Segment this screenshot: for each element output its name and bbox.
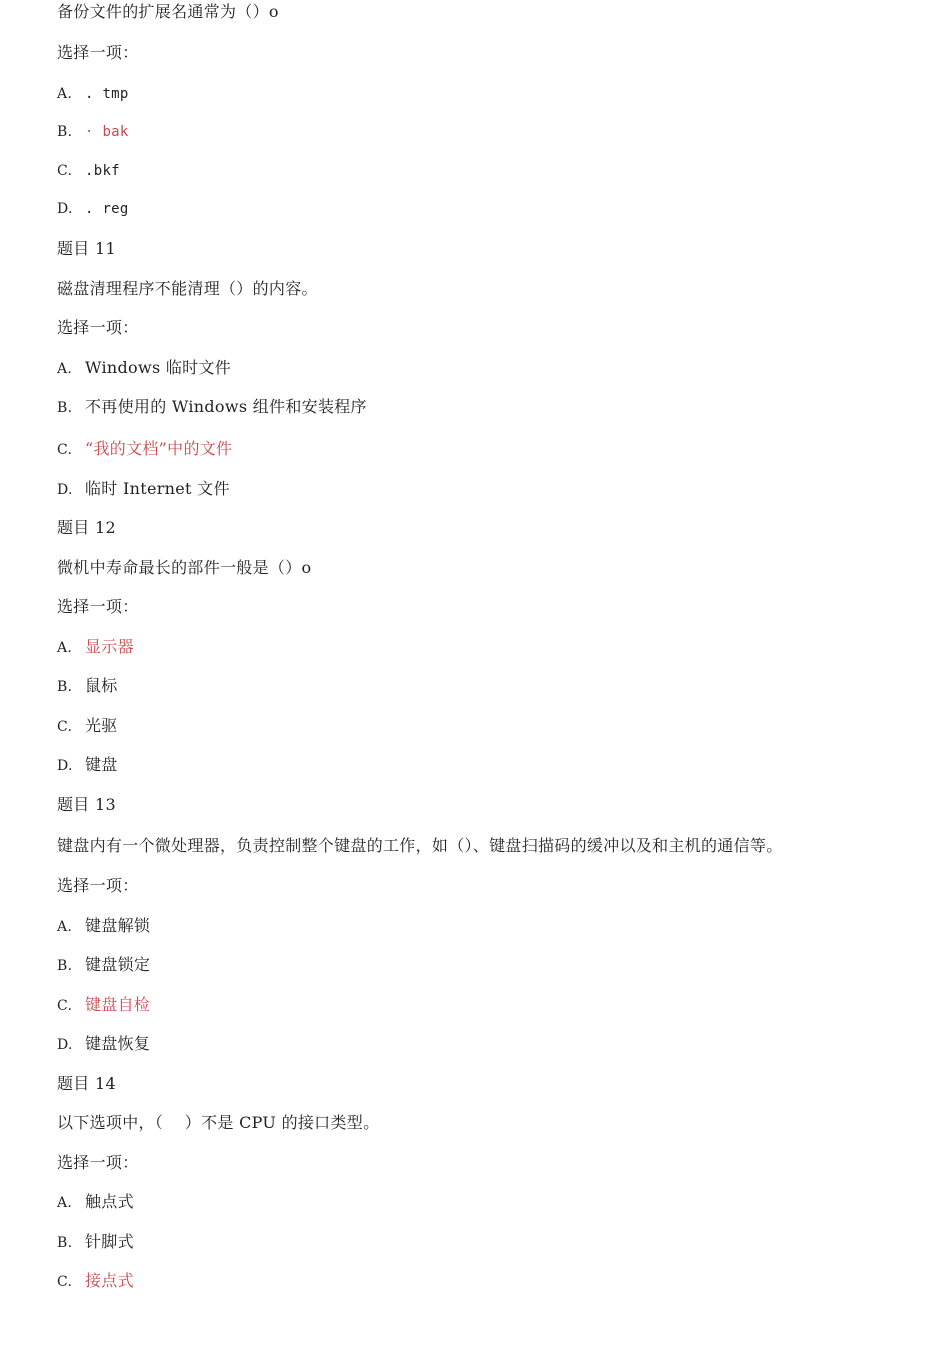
option-text: Windows 临时文件 [85,358,232,377]
option-text: 显示器 [85,637,134,656]
q10-option-c[interactable] [57,159,120,182]
option-letter: D. [57,201,73,217]
option-letter: A. [57,1195,73,1211]
option-letter: B. [57,400,73,416]
option-text: 键盘 [85,755,118,774]
option-text: 不再使用的 Windows 组件和安装程序 [85,397,367,416]
q11-option-a[interactable] [57,357,231,380]
q12-option-a[interactable] [57,636,134,659]
option-letter: D. [57,758,73,774]
option-text: 鼠标 [85,676,118,695]
option-text: 键盘恢复 [85,1034,151,1053]
option-text: 临时 Internet 文件 [85,479,230,498]
option-letter: B. [57,1235,73,1251]
q13-title: 题目 13 [57,795,116,814]
option-text: 键盘自检 [85,995,151,1014]
q10-prompt: 选择一项： [57,43,139,62]
q13-stem: 键盘内有一个微处理器，负责控制整个键盘的工作，如（）、键盘扫描码的缓冲以及和主机的通信等。 [57,836,783,855]
q13-option-c[interactable] [57,994,150,1017]
q14-stem: 以下选项中，（ ）不是 CPU 的接口类型。 [57,1113,380,1132]
option-text: . tmp [85,86,129,102]
option-letter: A. [57,86,73,102]
option-letter: C. [57,998,73,1014]
q10-stem: 备份文件的扩展名通常为（）o [57,2,279,21]
option-letter: A. [57,640,73,656]
option-text: 针脚式 [85,1232,134,1251]
q13-option-a[interactable] [57,915,150,938]
option-letter: D. [57,1037,73,1053]
option-text: 触点式 [85,1192,134,1211]
option-text: 键盘解锁 [85,916,151,935]
option-letter: D. [57,482,73,498]
option-letter: C. [57,163,73,179]
q14-prompt: 选择一项： [57,1153,139,1172]
q11-prompt: 选择一项： [57,318,139,337]
q11-option-c[interactable] [57,438,232,461]
option-letter: C. [57,719,73,735]
q10-option-b[interactable] [57,120,129,143]
q11-stem: 磁盘清理程序不能清理（）的内容。 [57,279,318,298]
q12-option-d[interactable] [57,754,118,777]
q11-option-b[interactable] [57,396,367,419]
q10-option-d[interactable] [57,197,129,220]
option-text: .bkf [85,163,120,179]
q12-prompt: 选择一项： [57,597,139,616]
q12-option-b[interactable] [57,675,118,698]
q14-title: 题目 14 [57,1074,116,1093]
q12-option-c[interactable] [57,715,118,738]
option-letter: B. [57,124,73,140]
option-text: “我的文档”中的文件 [85,439,233,458]
q11-title: 题目 11 [57,239,116,258]
q12-stem: 微机中寿命最长的部件一般是（）o [57,558,312,577]
option-letter: B. [57,679,73,695]
option-letter: A. [57,919,73,935]
q13-option-b[interactable] [57,954,150,977]
option-text: 光驱 [85,716,118,735]
q14-option-a[interactable] [57,1191,134,1214]
q13-prompt: 选择一项： [57,876,139,895]
option-letter: A. [57,361,73,377]
option-letter: C. [57,442,73,458]
option-text: 接点式 [85,1271,134,1290]
option-letter: C. [57,1274,73,1290]
q14-option-b[interactable] [57,1231,134,1254]
q14-option-c[interactable] [57,1270,134,1293]
option-text: . reg [85,201,129,217]
q13-option-d[interactable] [57,1033,150,1056]
q12-title: 题目 12 [57,518,116,537]
q11-option-d[interactable] [57,478,230,501]
q10-option-a[interactable] [57,82,129,105]
option-text: · bak [85,124,129,140]
option-letter: B. [57,958,73,974]
option-text: 键盘锁定 [85,955,151,974]
